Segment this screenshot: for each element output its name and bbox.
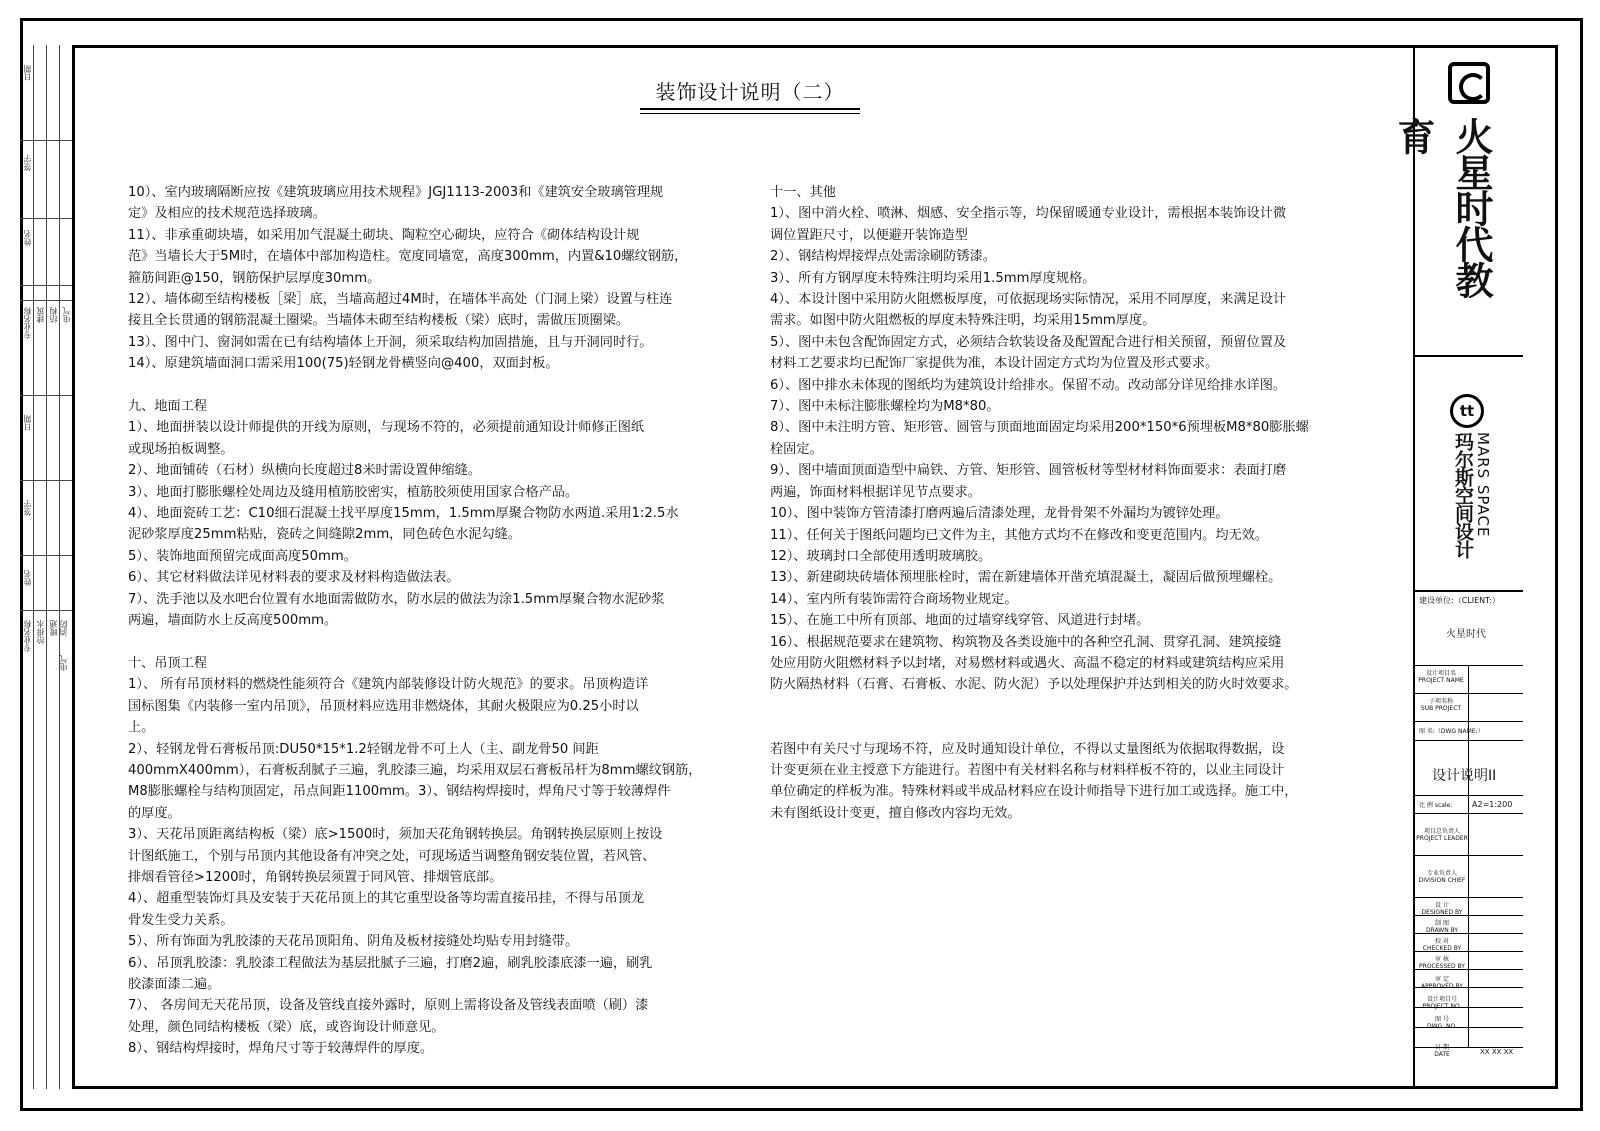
text-line: 4）、超重型装饰灯具及安装于天花吊顶上的其它重型设备等均需直接吊挂，不得与吊顶龙: [128, 891, 645, 907]
text-line: 8）、钢结构焊接时，焊角尺寸等于较薄焊件的厚度。: [128, 1041, 434, 1057]
text-line: 材料工艺要求均已配饰厂家提供为准，本设计固定方式均为位置及形式要求。: [770, 356, 1219, 372]
drawn-label: 制 图 DRAWN BY: [1425, 920, 1459, 934]
text-line: 1）、图中消火栓、喷淋、烟感、安全指示等，均保留暖通专业设计，需根据本装饰设计微: [770, 206, 1287, 222]
text-line: 栓固定。: [770, 441, 823, 457]
text-line: 骨发生受力关系。: [128, 912, 234, 928]
text-line: 1）、 所有吊顶材料的燃烧性能须符合《建筑内部装修设计防火规范》的要求。吊顶构造详: [128, 677, 649, 693]
mars-space-logo-icon: tt: [1450, 394, 1484, 428]
text-line: 处理，颜色同结构楼板（梁）底，或咨询设计师意见。: [128, 1019, 445, 1035]
text-line: 5）、所有饰面为乳胶漆的天花吊顶阳角、阴角及板材接缝处均贴专用封缝带。: [128, 934, 579, 950]
strip-sign-label-2: 签字: [23, 500, 32, 516]
strip-discipline-label-2: 专业名称: [23, 620, 32, 652]
text-line: 1）、地面拼装以设计师提供的开线为原则，与现场不符的，必须提前通知设计师修正图纸: [128, 420, 645, 436]
text-line: 定》及相应的技术规范选择玻璃。: [128, 206, 326, 222]
text-line: 9）、图中墙面顶面造型中扁铁、方管、矩形管、圆管板材等型材材料饰面要求：表面打磨: [770, 463, 1287, 479]
logo-mars-education: [1391, 62, 1520, 332]
division-chief-label: 专业负责人 DIVISION CHIEF: [1418, 870, 1466, 884]
designed-label: 设 计 DESIGNED BY: [1421, 902, 1463, 916]
text-line: 13）、新建砌块砖墙体预埋胀栓时，需在新建墙体开凿充填混凝土，凝固后做预埋螺栓。: [770, 570, 1282, 586]
text-line: 未有图纸设计变更，擅自修改内容均无效。: [770, 805, 1021, 821]
strip-discipline-structure: 结构: [49, 307, 58, 323]
date-label: 日 期 DATE: [1434, 1044, 1450, 1058]
text-line: 6）、图中排水未体现的图纸均为建筑设计给排水。保留不动。改动部分详见给排水详图。: [770, 377, 1287, 393]
text-line: 若图中有关尺寸与现场不符，应及时通知设计单位，不得以丈量图纸为依据取得数据，设: [770, 741, 1285, 757]
logo-mars-space: [1420, 384, 1520, 584]
text-line: 13）、图中门、窗洞如需在已有结构墙体上开洞，须采取结构加固措施，且与开洞同时行。: [128, 334, 653, 350]
strip-discipline-architecture: 建筑: [36, 307, 45, 323]
project-no-label: 设计项目号 PROJECT NO.: [1422, 996, 1462, 1010]
text-line: 5）、图中未包含配饰固定方式，必须结合软装设备及配置配合进行相关预留，预留位置及: [770, 334, 1287, 350]
text-line: 6）、其它材料做法详见材料表的要求及材料构造做法表。: [128, 570, 460, 586]
checked-label: 校 对 CHECKED BY: [1422, 938, 1462, 952]
left-text-column: [128, 182, 728, 1060]
text-line: 4）、地面瓷砖工艺：C10细石混凝土找平厚度15mm，1.5mm厚聚合物防水两道.采用1:2.5水: [128, 506, 679, 522]
project-leader-label: 项目总负责人 PROJECT LEADER: [1416, 828, 1468, 842]
title-underline-thin: [640, 113, 860, 114]
text-line: 计变更须在业主授意下方能进行。若图中有关材料名称与材料样板不符的，以业主同设计: [770, 762, 1285, 778]
date-value: XX XX XX: [1480, 1048, 1514, 1056]
text-line: 2）、地面铺砖（石材）纵横向长度超过8米时需设置伸缩缝。: [128, 463, 482, 479]
scale-value: A2=1:200: [1472, 800, 1513, 809]
client-label: 建设单位:（CLIENT:）: [1419, 596, 1500, 605]
text-line: 2）、钢结构焊接焊点处需涂刷防锈漆。: [770, 249, 996, 265]
strip-discipline-electric: 电气: [62, 307, 71, 323]
text-line: 接且全长贯通的钢筋混凝土圈梁。当墙体未砌至结构楼板（梁）底时，需做压顶圈梁。: [128, 313, 630, 329]
text-line: 泥砂浆厚度25mm粘贴，瓷砖之间缝隙2mm，同色砖色水泥勾缝。: [128, 527, 522, 543]
text-line: 14）、原建筑墙面洞口需采用100(75)轻钢龙骨横竖向@400，双面封板。: [128, 356, 559, 372]
strip-name-label: 姓名: [23, 230, 32, 246]
text-line: 7）、洗手池以及水吧台位置有水地面需做防水，防水层的做法为涂1.5mm厚聚合物水泥砂浆: [128, 591, 665, 607]
scale-label: 比 例 scale:: [1419, 802, 1453, 809]
text-line: 胶漆面漆二遍。: [128, 977, 221, 992]
text-line: 3）、所有方钢厚度未特殊注明均采用1.5mm厚度规格。: [770, 270, 1096, 286]
text-line: 处应用防火阻燃材料予以封堵，对易燃材料或遇火、高温不稳定的材料或建筑结构应采用: [770, 655, 1285, 671]
right-text-column: [770, 182, 1368, 824]
approved-label: 审 定 APPROVED BY: [1420, 976, 1463, 990]
text-line: 十一、其他: [770, 185, 836, 200]
text-line: 需求。如图中防火阻燃板的厚度未特殊注明，均采用15mm厚度。: [770, 313, 1156, 329]
mars-logo-icon: [1448, 62, 1490, 104]
sub-project-label: 子项名称 SUB PROJECT: [1420, 698, 1462, 712]
text-line: [128, 375, 728, 396]
strip-date-label: 日期: [23, 65, 32, 81]
text-line: 单位确定的样板为准。特殊材料或半成品材料应在设计师指导下进行加工或选择。施工中，: [770, 784, 1298, 800]
text-line: 或现场拍板调整。: [128, 441, 234, 457]
text-line: 3）、天花吊顶距离结构板（梁）底>1500时，须加天花角钢转换层。角钢转换层原则上按设: [128, 827, 663, 843]
strip-discipline-fire: 消防: [59, 620, 68, 636]
logo-sub-en: MARS SPACE: [1474, 432, 1492, 538]
text-line: 10）、室内玻璃隔断应按《建筑玻璃应用技术规程》JGJ1113-2003和《建筑安全玻璃管理规: [128, 185, 664, 200]
text-line: [770, 717, 1368, 738]
text-line: 国标图集《内装修一室内吊顶》，吊顶材料应选用非燃烧体，其耐火极限应为0.25小时以: [128, 698, 639, 714]
logo-sub-cn: 玛尔斯空间设计: [1452, 432, 1474, 558]
text-line: 12）、墙体砌至结构楼板［梁］底，当墙高超过4M时，在墙体半高处（门洞上梁）设置与柱连: [128, 292, 673, 308]
drawing-name-label: 图 名:（DWG NAME:）: [1419, 728, 1484, 735]
text-line: 3）、地面打膨胀螺栓处周边及缝用植筋胶密实，植筋胶须使用国家合格产品。: [128, 484, 579, 500]
text-line: 7）、图中未标注膨胀螺栓均为M8*80。: [770, 399, 1000, 415]
title-underline: [640, 108, 860, 110]
text-line: 的厚度。: [128, 805, 181, 821]
text-line: 8）、图中未注明方管、矩形管、圆管与顶面地面固定均采用200*150*6预埋板M8*80膨胀螺: [770, 420, 1309, 436]
text-line: M8膨胀螺栓与结构顶固定，吊点间距1100mm。3）、钢结构焊接时，焊角尺寸等于较薄焊件: [128, 784, 671, 800]
text-line: 2）、轻钢龙骨石膏板吊顶:DU50*15*1.2轻钢龙骨不可上人（主、副龙骨50 间距: [128, 741, 599, 757]
strip-discipline-electric-2: 电气: [59, 655, 68, 671]
dwg-no-label: 图 号 DWG. NO.: [1427, 1016, 1457, 1030]
text-line: [770, 696, 1368, 717]
text-line: [128, 632, 728, 653]
text-line: 5）、装饰地面预留完成面高度50mm。: [128, 548, 357, 564]
processed-label: 审 核 PROCESSED BY: [1419, 956, 1465, 970]
text-line: 11）、非承重砌块墙，如采用加气混凝土砌块、陶粒空心砌块，应符合《砌体结构设计规: [128, 227, 640, 243]
drawing-name-value: 设计说明II: [1432, 768, 1497, 784]
text-line: 6）、吊顶乳胶漆：乳胶漆工程做法为基层批腻子三遍，打磨2遍，刷乳胶漆底漆一遍，刷乳: [128, 955, 653, 971]
strip-discipline-plumbing: 给排水: [36, 620, 45, 644]
text-line: 15）、在施工中所有顶部、地面的过墙穿线穿管、风道进行封堵。: [770, 613, 1150, 629]
text-line: 上。: [128, 720, 155, 736]
text-line: 范》当墙长大于5M时，在墙体中部加构造柱。宽度同墙宽，高度300mm，内置&10螺纹钢筋，: [128, 249, 688, 265]
text-line: 排烟看管径>1200时，角钢转换层须置于同风管、排烟管底部。: [128, 869, 503, 885]
strip-sign-label: 签字: [23, 155, 32, 171]
text-line: 两遍，饰面材料根据详见节点要求。: [770, 484, 981, 500]
text-line: 十、吊顶工程: [128, 655, 208, 671]
text-line: 12）、玻璃封口全部使用透明玻璃胶。: [770, 548, 992, 564]
text-line: 10）、图中装饰方管清漆打磨两遍后清漆处理，龙骨骨架不外漏均为镀锌处理。: [770, 506, 1229, 522]
text-line: 14）、室内所有装饰需符合商场物业规定。: [770, 591, 1018, 607]
text-line: 16）、根据规范要求在建筑物、构筑物及各类设施中的各种空孔洞、贯穿孔洞、建筑接缝: [770, 634, 1282, 650]
text-line: 11）、任何关于图纸问题均已文件为主，其他方式均不在修改和变更范围内。均无效。: [770, 527, 1269, 543]
text-line: 箍筋间距@150，钢筋保护层厚度30mm。: [128, 270, 381, 286]
logo-main-text: 火星时代教育: [1391, 117, 1493, 297]
text-line: 计图纸施工，个别与吊顶内其他设备有冲突之处，可现场适当调整角钢安装位置，若风管、: [128, 848, 656, 864]
text-line: 7）、 各房间无天花吊顶，设备及管线直接外露时，原则上需将设备及管线表面喷（刷）漆: [128, 998, 649, 1014]
strip-discipline-label: 专业名称: [23, 307, 32, 339]
text-line: 400mmX400mm），石膏板刮腻子三遍，乳胶漆三遍，均采用双层石膏板吊杆为8mm螺纹钢筋，: [128, 762, 702, 778]
page-title: 装饰设计说明（二）: [655, 80, 845, 104]
strip-name-label-2: 姓名: [23, 570, 32, 586]
text-line: 4）、本设计图中采用防火阻燃板厚度，可依据现场实际情况，采用不同厚度，来满足设计: [770, 292, 1287, 308]
strip-date-label-2: 日期: [23, 415, 32, 431]
text-line: 两遍，墙面防水上反高度500mm。: [128, 613, 338, 629]
text-line: 防火隔热材料（石膏、石膏板、水泥、防火泥）予以处理保护并达到相关的防火时效要求。: [770, 677, 1298, 693]
project-name-label: 设计项目名 PROJECT NAME: [1418, 670, 1464, 684]
text-line: 调位置距尺寸，以便避开装饰造型: [770, 227, 968, 243]
text-line: 九、地面工程: [128, 399, 208, 415]
left-signature-strip: [20, 45, 72, 1089]
strip-discipline-hvac: 暖通: [49, 620, 58, 636]
client-value: 火星时代: [1446, 629, 1486, 640]
